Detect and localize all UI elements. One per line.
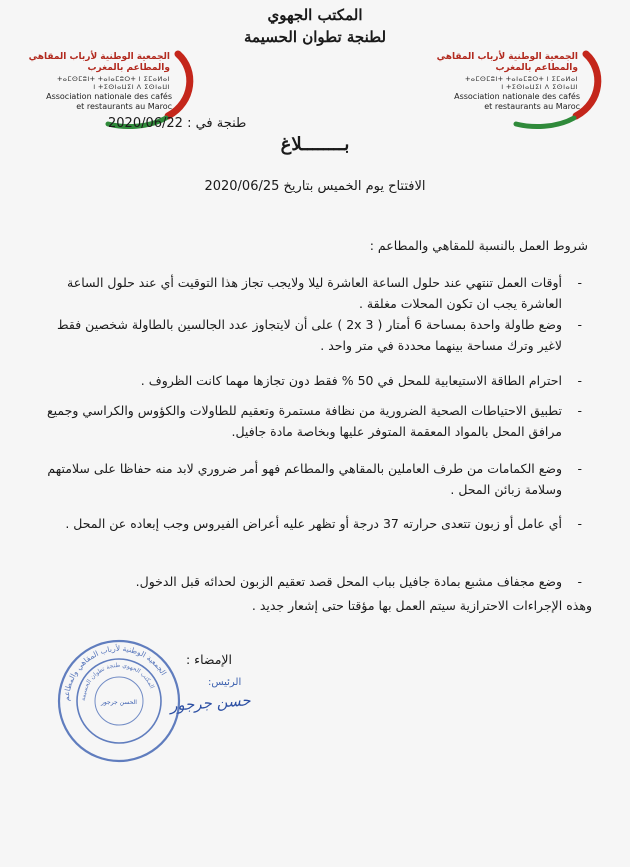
logo-tifinagh-line-2: ⵏ ⵜⵉⵙⵏⴰⵡⵉⵏ ⴷ ⵉⵙⵏⴰⵡⵏ xyxy=(501,83,578,91)
handwritten-signature: حسن جرجور xyxy=(169,691,252,715)
bullet-dash: - xyxy=(577,516,582,531)
bullet-dash: - xyxy=(577,403,582,418)
condition-text: أوقات العمل تنتهي عند حلول الساعة العاشرة ليلا ولايجب تجاز هذا التوقيت أي عند حلول الساعة العاشرة يجب ان تكون المحلات مغلقة . xyxy=(67,275,562,311)
logo-tifinagh-line-1: ⵜⴰⵎⵙⵎⵓⵏⵜ ⵜⴰⵏⴰⵎⵓⵔⵜ ⵏ ⵉⵎⴰⵍⴰⵏ xyxy=(57,75,170,83)
condition-item xyxy=(44,314,582,356)
stamp-name-text: الحسن جرجور xyxy=(101,699,137,706)
condition-item xyxy=(44,513,582,534)
conditions-intro: شروط العمل بالنسبة للمقاهي والمطاعم : xyxy=(369,238,588,253)
stamp-outer-text: الجمعية الوطنية لأرباب المقاهي والمطاعم xyxy=(61,643,169,702)
condition-item xyxy=(44,272,582,314)
condition-item xyxy=(44,571,582,592)
president-label: الرئيس: xyxy=(208,677,242,688)
logo-french-line-1: Association nationale des cafés xyxy=(454,92,580,101)
regional-office-heading xyxy=(0,4,630,48)
bullet-dash: - xyxy=(577,574,582,589)
condition-text: تطبيق الاحتياطات الصحية الضرورية من نظافة مستمرة وتعقيم للطاولات والكؤوس والكراسي وجميع مرافق المحل بالمواد المعقمة المتوفر عليها وبخاصة مادة جافيل. xyxy=(46,403,562,439)
condition-text: احترام الطاقة الاستيعابية للمحل في 50 % فقط دون تجازها مهما كانت الظروف . xyxy=(140,373,562,388)
condition-item xyxy=(44,458,582,500)
office-line-2: لطنجة تطوان الحسيمة xyxy=(243,28,387,46)
signature-label: الإمضاء : xyxy=(186,652,233,667)
association-logo-right xyxy=(436,46,606,134)
stamp-inner-text: المكتب الجهوي طنجة تطوان الحسيمة xyxy=(79,661,156,702)
condition-text: أي عامل أو زبون تتعدى حرارته 37 درجة أو تظهر عليه أعراض الفيروس وجب إبعاده عن المحل . xyxy=(65,516,562,531)
condition-text: وضع الكمامات من طرف العاملين بالمقاهي والمطاعم فهو أمر ضروري لابد منه حفاظا على سلامتهم وسلامة زبائن المحل . xyxy=(47,461,562,497)
logo-french-line-2: et restaurants au Maroc xyxy=(484,102,580,111)
office-line-1: المكتب الجهوي xyxy=(267,6,363,24)
logo-tifinagh-line-2: ⵏ ⵜⵉⵙⵏⴰⵡⵉⵏ ⴷ ⵉⵙⵏⴰⵡⵏ xyxy=(93,83,170,91)
document-date: طنجة في : 2020/06/22 xyxy=(108,116,247,131)
condition-text: وضع مجفاف مشبع بمادة جافيل بباب المحل قصد تعقيم الزبون لحدائه قبل الدخول. xyxy=(135,574,562,589)
bullet-dash: - xyxy=(577,275,582,290)
bullet-dash: - xyxy=(577,461,582,476)
logo-french-line-1: Association nationale des cafés xyxy=(46,92,172,101)
logo-arabic-line-2: والمطاعم بالمغرب xyxy=(87,63,170,73)
logo-tifinagh-line-1: ⵜⴰⵎⵙⵎⵓⵏⵜ ⵜⴰⵏⴰⵎⵓⵔⵜ ⵏ ⵉⵎⴰⵍⴰⵏ xyxy=(465,75,578,83)
logo-french-line-2: et restaurants au Maroc xyxy=(76,102,172,111)
notice-title: بــــــــلاغ xyxy=(280,134,350,155)
logo-arabic-line-1: الجمعية الوطنية لأرباب المقاهي xyxy=(436,52,578,62)
official-stamp-icon xyxy=(54,636,184,766)
opening-date-line: الافتتاح يوم الخميس بتاريخ 2020/06/25 xyxy=(204,179,426,194)
bullet-dash: - xyxy=(577,317,582,332)
closing-statement: وهذه الإجراءات الاحترازية سيتم العمل بها مؤقتا حتى إشعار جديد . xyxy=(251,598,592,613)
condition-text: وضع طاولة واحدة بمساحة 6 أمتار ( 2x 3 ) على أن لايتجاوز عدد الجالسين بالطاولة شخصين فقط لاغير وترك مساحة بينهما محددة في متر واحد . xyxy=(57,317,562,353)
bullet-dash: - xyxy=(577,373,582,388)
condition-item xyxy=(44,400,582,442)
logo-arabic-line-2: والمطاعم بالمغرب xyxy=(495,63,578,73)
condition-item xyxy=(44,370,582,391)
logo-arabic-line-1: الجمعية الوطنية لأرباب المقاهي xyxy=(28,52,170,62)
